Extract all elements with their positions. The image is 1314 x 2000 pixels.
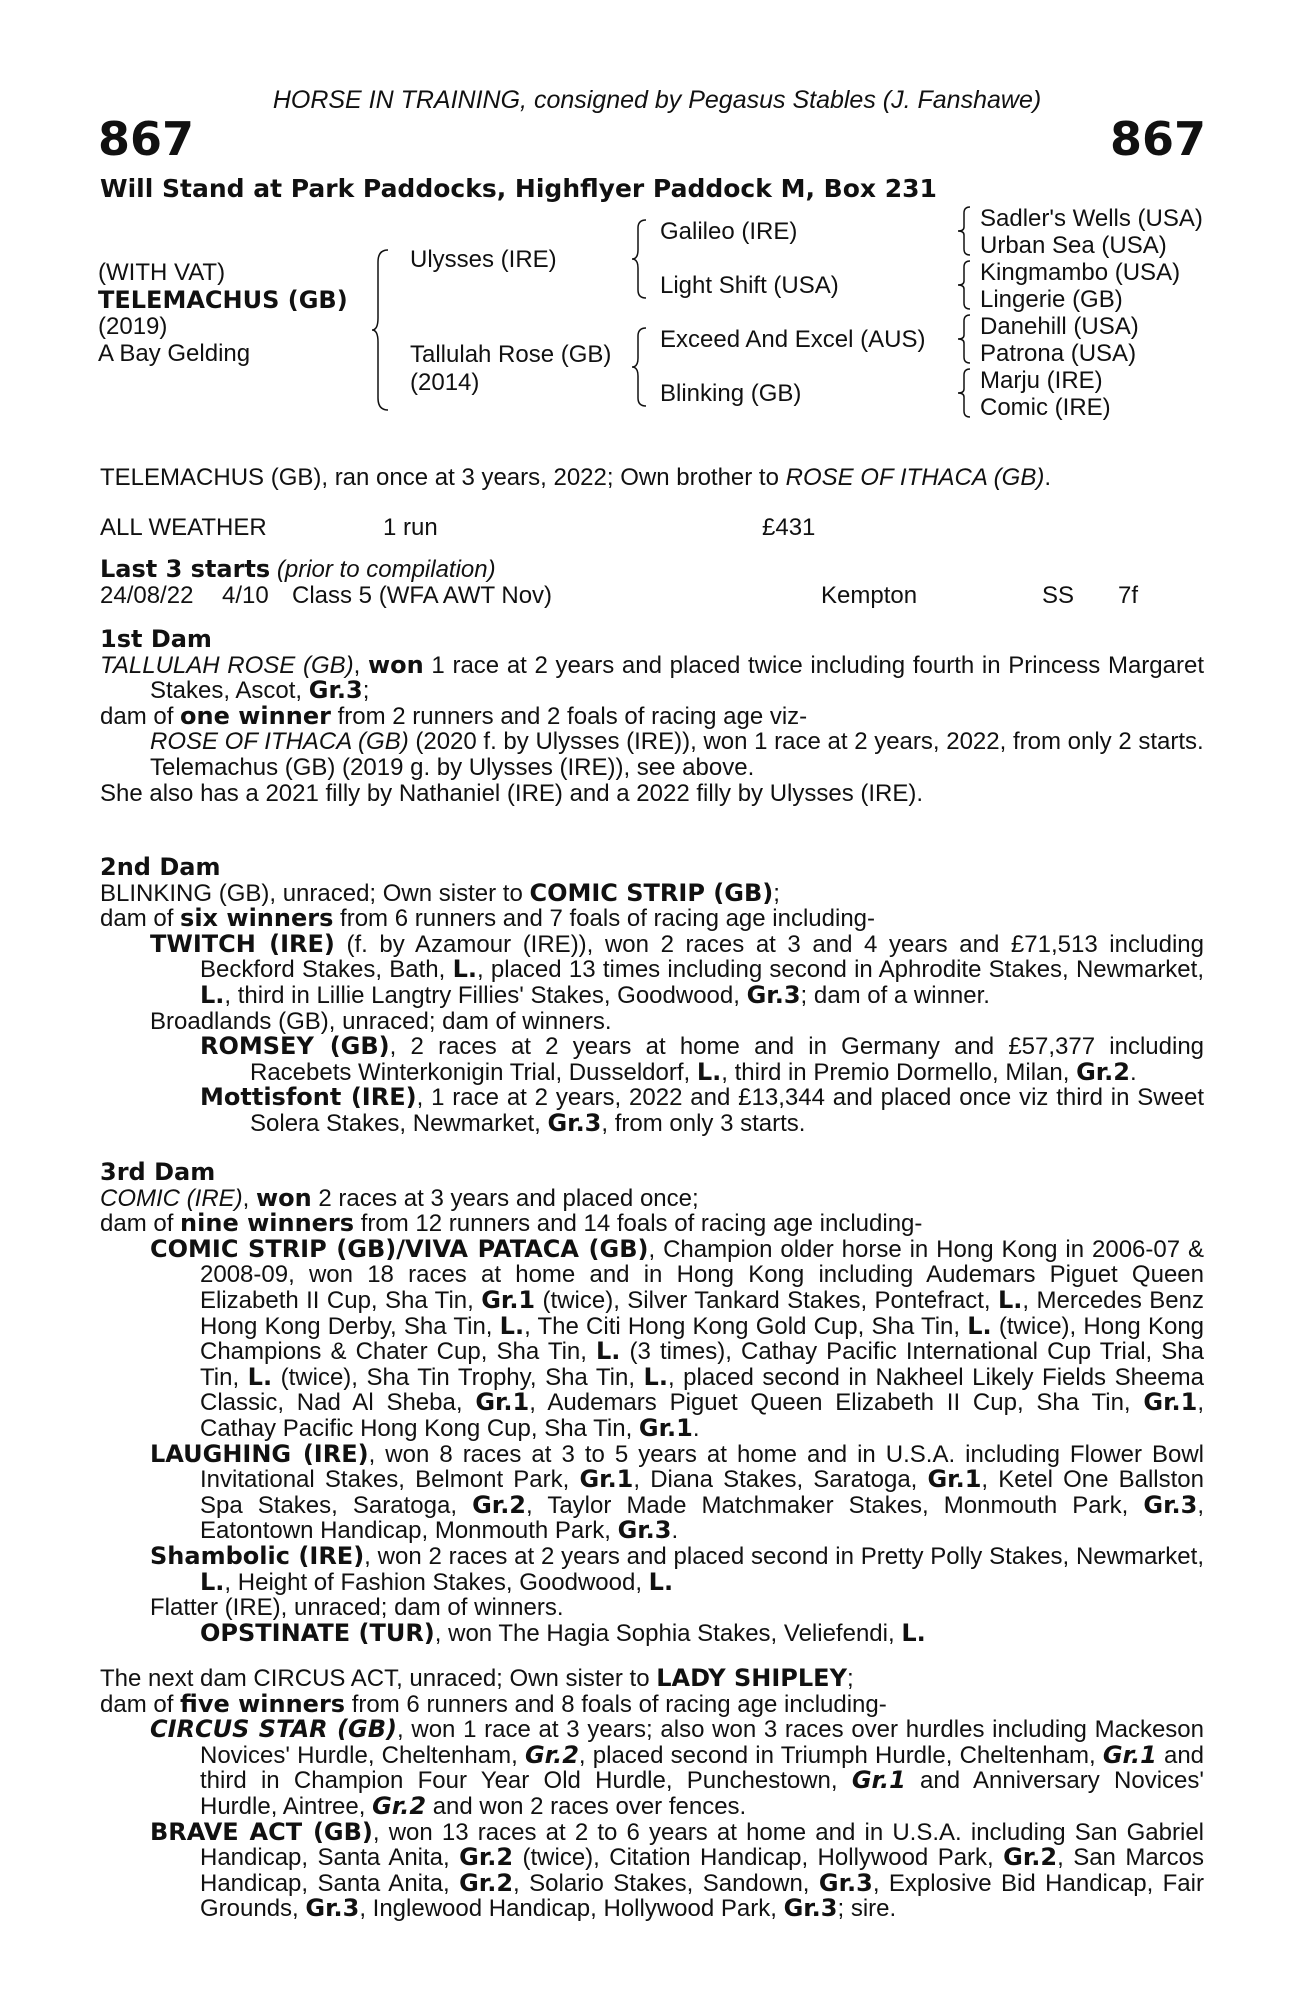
text-run: (3 times), Cathay Pacific International Cup Trial, Sha Tin, bbox=[200, 1338, 1204, 1391]
text-run: , won 1 race at 3 years; also won 3 races over hurdles including Mackeson Novices' Hurdle, Cheltenham, bbox=[200, 1716, 1204, 1769]
ancestor-g8: Comic (IRE) bbox=[980, 394, 1111, 421]
horse-description: A Bay Gelding bbox=[98, 340, 251, 367]
text-run: Gr.3 bbox=[308, 676, 363, 705]
horse-year: (2019) bbox=[98, 313, 168, 340]
third-dam-section bbox=[100, 1160, 1204, 1646]
text-run: ROMSEY (GB) bbox=[200, 1032, 390, 1061]
sire-dam: Light Shift (USA) bbox=[660, 272, 839, 299]
first-dam-title: 1st Dam bbox=[100, 625, 212, 653]
text-run: , The Citi Hong Kong Gold Cup, Sha Tin, bbox=[524, 1312, 968, 1340]
text-run: , Eatontown Handicap, Monmouth Park, bbox=[200, 1491, 1204, 1545]
g2-brace bbox=[956, 259, 974, 311]
text-run: , Height of Fashion Stakes, Goodwood, bbox=[224, 1568, 649, 1596]
text-run: , placed second in Triumph Hurdle, Cheltenham, bbox=[578, 1741, 1103, 1769]
text-run: dam of bbox=[100, 1210, 181, 1238]
text-run: Gr.2 bbox=[459, 1843, 514, 1872]
text-run: dam of bbox=[100, 1690, 181, 1718]
ancestor-g4: Lingerie (GB) bbox=[980, 286, 1123, 313]
text-run: She also has a 2021 filly by Nathaniel (IRE) and a 2022 filly by Ulysses (IRE). bbox=[100, 779, 924, 807]
text-run: from 6 runners and 7 foals of racing age including- bbox=[333, 905, 876, 933]
text-run: Gr.2 bbox=[1076, 1057, 1130, 1086]
text-run: and Anniversary Novices' Hurdle, Aintree, bbox=[200, 1767, 1204, 1820]
text-run: nine winners bbox=[180, 1209, 355, 1238]
text-run: Gr.2 bbox=[459, 1868, 514, 1897]
lot-number-right: 867 bbox=[1109, 112, 1206, 166]
text-run: ; bbox=[773, 879, 780, 907]
text-run: Gr.1 bbox=[1143, 1388, 1198, 1417]
text-run: and third in Champion Four Year Old Hurdle, Punchestown, bbox=[200, 1741, 1205, 1795]
text-run: ROSE OF ITHACA (GB) bbox=[150, 728, 409, 756]
text-run: LADY SHIPLEY bbox=[656, 1664, 847, 1692]
text-run: L. bbox=[200, 1567, 225, 1596]
text-run: L. bbox=[247, 1362, 273, 1391]
text-run: Gr.1 bbox=[579, 1465, 634, 1494]
text-run: from 6 runners and 8 foals of racing age including- bbox=[345, 1690, 887, 1718]
g4-brace bbox=[956, 367, 974, 419]
ancestor-g1: Sadler's Wells (USA) bbox=[980, 205, 1203, 232]
text-run: TALLULAH ROSE (GB) bbox=[100, 651, 354, 679]
ancestor-g3: Kingmambo (USA) bbox=[980, 259, 1181, 286]
text-run: Gr.3 bbox=[547, 1108, 602, 1137]
text-run: from 2 runners and 2 foals of racing age viz- bbox=[330, 702, 808, 730]
text-run: , Mercedes Benz Hong Kong Derby, Sha Tin, bbox=[200, 1286, 1204, 1340]
text-run: , Audemars Piguet Queen Elizabeth II Cup, Sha Tin, bbox=[529, 1389, 1144, 1417]
text-run: L. bbox=[998, 1285, 1023, 1314]
text-run: Gr.2 bbox=[472, 1490, 527, 1519]
summary-line bbox=[100, 465, 1204, 491]
text-run: . bbox=[692, 1414, 700, 1442]
text-run: , Cathay Pacific Hong Kong Cup, Sha Tin, bbox=[200, 1389, 1205, 1442]
lot-number-left: 867 bbox=[98, 112, 195, 166]
ancestor-g6: Patrona (USA) bbox=[980, 340, 1137, 367]
dam-parents-brace bbox=[630, 326, 650, 408]
text-run: from 12 runners and 14 foals of racing age including- bbox=[354, 1210, 923, 1238]
text-run: Mottisfont (IRE) bbox=[200, 1083, 417, 1112]
text-run: L. bbox=[452, 955, 477, 984]
text-run: L. bbox=[967, 1311, 992, 1340]
first-dam-section bbox=[100, 627, 1204, 806]
vat-note: (WITH VAT) bbox=[98, 259, 226, 286]
text-run: , Explosive Bid Handicap, Fair Grounds, bbox=[200, 1869, 1204, 1923]
text-run: , bbox=[242, 1184, 256, 1212]
text-run: Gr.2 bbox=[524, 1740, 579, 1769]
text-run: , won 13 races at 2 to 6 years at home and in U.S.A. including San Gabriel Handicap, Santa Anita, bbox=[200, 1818, 1204, 1872]
text-run: L. bbox=[643, 1362, 668, 1391]
text-run: BLINKING (GB), unraced; Own sister to bbox=[100, 879, 530, 907]
text-run: Gr.3 bbox=[783, 1894, 838, 1923]
sire-parents-brace bbox=[630, 218, 650, 300]
text-run: The next dam CIRCUS ACT, unraced; Own sister to bbox=[100, 1665, 657, 1692]
record-surface: ALL WEATHER bbox=[100, 514, 267, 541]
text-run: 4/10 bbox=[222, 581, 269, 609]
stand-location: Will Stand at Park Paddocks, Highflyer Paddock M, Box 231 bbox=[100, 174, 937, 203]
text-run: , Inglewood Handicap, Hollywood Park, bbox=[359, 1895, 784, 1923]
text-run: Gr.1 bbox=[638, 1413, 693, 1442]
text-run: COMIC STRIP (GB)/VIVA PATACA (GB) bbox=[150, 1234, 649, 1263]
text-run: OPSTINATE (TUR) bbox=[200, 1618, 435, 1647]
text-run: and won 2 races over fences. bbox=[426, 1792, 747, 1820]
consignment-header: HORSE IN TRAINING, consigned by Pegasus Stables (J. Fanshawe) bbox=[272, 86, 1042, 114]
text-run: , won 8 races at 3 to 5 years at home and in U.S.A. including Flower Bowl Invitational Stakes, Belmont Park, bbox=[200, 1440, 1204, 1494]
text-run: Gr.3 bbox=[1143, 1490, 1198, 1519]
text-run: , from only 3 starts. bbox=[601, 1109, 806, 1137]
text-run: Gr.2 bbox=[1003, 1843, 1058, 1872]
text-run: won bbox=[368, 650, 424, 679]
text-run: , Champion older horse in Hong Kong in 2006-07 & 2008-09, won 18 races at home and in Hong Kong including Audemars Piguet Queen Elizabeth II Cup, Sha Tin, bbox=[200, 1235, 1204, 1314]
text-run: BRAVE ACT (GB) bbox=[150, 1817, 373, 1846]
record-row bbox=[100, 515, 1204, 541]
text-run: , won The Hagia Sophia Stakes, Veliefendi, bbox=[434, 1619, 902, 1647]
text-run: ; sire. bbox=[837, 1895, 897, 1923]
text-run: , 2 races at 2 years at home and in Germany and £57,377 including Racebets Winterkonigin Trial, Dusseldorf, bbox=[250, 1033, 1205, 1086]
text-run: L. bbox=[200, 980, 225, 1009]
text-run: Gr.1 bbox=[475, 1388, 530, 1417]
text-run: Gr.3 bbox=[746, 980, 801, 1009]
text-run: , placed 13 times including second in Aphrodite Stakes, Newmarket, bbox=[476, 956, 1204, 984]
text-run: ; dam of a winner. bbox=[800, 981, 990, 1009]
ancestor-g5: Danehill (USA) bbox=[980, 313, 1139, 340]
text-run: dam of bbox=[100, 905, 181, 933]
text-run: Class 5 (WFA AWT Nov) bbox=[292, 581, 553, 609]
text-run: , Diana Stakes, Saratoga, bbox=[633, 1466, 928, 1494]
text-run: . bbox=[1044, 464, 1051, 491]
text-run: , 1 race at 2 years, 2022 and £13,344 and placed once viz third in Sweet Solera Stakes, Newmarket, bbox=[250, 1084, 1204, 1137]
text-run: (2020 f. by Ulysses (IRE)), won 1 race at 2 years, 2022, from only 2 starts. bbox=[408, 728, 1204, 756]
text-run: (twice), Silver Tankard Stakes, Pontefract, bbox=[535, 1286, 998, 1314]
summary-block bbox=[100, 465, 1204, 491]
dam: Tallulah Rose (GB) bbox=[410, 341, 612, 368]
text-run: ; bbox=[846, 1665, 854, 1692]
next-dam-section bbox=[100, 1666, 1204, 1922]
dam-year: (2014) bbox=[410, 369, 480, 396]
text-run: TELEMACHUS (GB), ran once at 3 years, 2022; Own brother to bbox=[100, 464, 786, 491]
text-run: 1 race at 2 years and placed twice including fourth in Princess Margaret Stakes, Ascot, bbox=[150, 651, 1204, 705]
text-run: Gr.1 bbox=[1102, 1740, 1157, 1769]
last-starts-title: Last 3 starts bbox=[100, 555, 271, 583]
text-run: , Solario Stakes, Sandown, bbox=[513, 1869, 819, 1897]
text-run: 7f bbox=[1118, 581, 1139, 609]
text-run: L. bbox=[499, 1311, 525, 1340]
text-run: six winners bbox=[180, 904, 334, 933]
text-run: Gr.1 bbox=[851, 1766, 906, 1795]
sire-dam-brace bbox=[370, 248, 392, 412]
last-starts-block bbox=[100, 557, 1204, 609]
text-run: , third in Premio Dormello, Milan, bbox=[721, 1058, 1077, 1086]
text-run: . bbox=[1130, 1058, 1137, 1086]
ancestor-g2: Urban Sea (USA) bbox=[980, 232, 1167, 259]
horse-name: TELEMACHUS (GB) bbox=[98, 286, 348, 314]
text-run: L. bbox=[648, 1567, 674, 1596]
text-run: LAUGHING (IRE) bbox=[150, 1439, 369, 1468]
last-start-row bbox=[100, 583, 1204, 609]
text-run: Flatter (IRE), unraced; dam of winners. bbox=[150, 1594, 564, 1622]
text-run: . bbox=[671, 1517, 679, 1545]
text-run: ROSE OF ITHACA (GB) bbox=[785, 464, 1045, 491]
sire-sire: Galileo (IRE) bbox=[660, 218, 798, 245]
text-run: (twice), Citation Handicap, Hollywood Park, bbox=[513, 1844, 1004, 1872]
text-run: Telemachus (GB) (2019 g. by Ulysses (IRE)), see above. bbox=[150, 753, 755, 781]
text-run: , Ketel One Ballston Spa Stakes, Saratoga, bbox=[200, 1466, 1204, 1519]
text-run: COMIC (IRE) bbox=[100, 1184, 243, 1212]
text-run: (f. by Azamour (IRE)), won 2 races at 3 and 4 years and £71,513 including Beckford Stakes, Bath, bbox=[200, 930, 1205, 984]
g1-brace bbox=[956, 205, 974, 257]
record-prize: £431 bbox=[762, 514, 816, 541]
text-run: , third in Lillie Langtry Fillies' Stakes, Goodwood, bbox=[224, 981, 747, 1009]
text-run: Broadlands (GB), unraced; dam of winners. bbox=[150, 1007, 612, 1035]
text-run: , San Marcos Handicap, Santa Anita, bbox=[200, 1844, 1205, 1897]
text-run: CIRCUS STAR (GB) bbox=[150, 1715, 397, 1744]
text-run: (twice), Hong Kong Champions & Chater Cup, Sha Tin, bbox=[200, 1312, 1205, 1366]
g3-brace bbox=[956, 313, 974, 365]
text-run: Shambolic (IRE) bbox=[150, 1541, 365, 1570]
text-run: COMIC STRIP (GB) bbox=[529, 878, 774, 907]
text-run: SS bbox=[1042, 581, 1075, 609]
text-run: L. bbox=[596, 1337, 621, 1366]
text-run: Gr.3 bbox=[617, 1516, 672, 1545]
text-run: Kempton bbox=[821, 581, 918, 609]
third-dam-title: 3rd Dam bbox=[100, 1158, 216, 1186]
text-run: won bbox=[256, 1183, 312, 1212]
ancestor-g7: Marju (IRE) bbox=[980, 367, 1103, 394]
text-run: 24/08/22 bbox=[100, 581, 194, 609]
text-run: Gr.3 bbox=[818, 1868, 873, 1897]
last-starts-note: (prior to compilation) bbox=[276, 556, 496, 583]
dam-sire: Exceed And Excel (AUS) bbox=[660, 326, 926, 353]
sire: Ulysses (IRE) bbox=[410, 246, 557, 273]
text-run: , Taylor Made Matchmaker Stakes, Monmouth Park, bbox=[526, 1491, 1144, 1519]
text-run: L. bbox=[696, 1057, 722, 1086]
text-run: Gr.1 bbox=[481, 1285, 536, 1314]
dam-dam: Blinking (GB) bbox=[660, 380, 802, 407]
text-run: Gr.3 bbox=[305, 1894, 360, 1923]
text-run: ; bbox=[362, 677, 370, 705]
text-run: dam of bbox=[100, 702, 181, 730]
text-run: one winner bbox=[180, 701, 331, 730]
text-run: (twice), Sha Tin Trophy, Sha Tin, bbox=[272, 1363, 644, 1391]
text-run: , placed second in Nakheel Likely Fields Sheema Classic, Nad Al Sheba, bbox=[200, 1363, 1204, 1417]
text-run: L. bbox=[901, 1618, 926, 1647]
text-run: 2 races at 3 years and placed once; bbox=[311, 1184, 699, 1212]
text-run: five winners bbox=[180, 1689, 346, 1718]
second-dam-title: 2nd Dam bbox=[100, 853, 221, 881]
text-run: Gr.2 bbox=[372, 1791, 427, 1820]
second-dam-section bbox=[100, 855, 1204, 1137]
record-runs: 1 run bbox=[383, 514, 438, 541]
text-run: , bbox=[353, 651, 368, 679]
text-run: TWITCH (IRE) bbox=[150, 929, 335, 958]
text-run: , won 2 races at 2 years and placed second in Pretty Polly Stakes, Newmarket, bbox=[364, 1542, 1204, 1570]
text-run: Gr.1 bbox=[927, 1465, 982, 1494]
